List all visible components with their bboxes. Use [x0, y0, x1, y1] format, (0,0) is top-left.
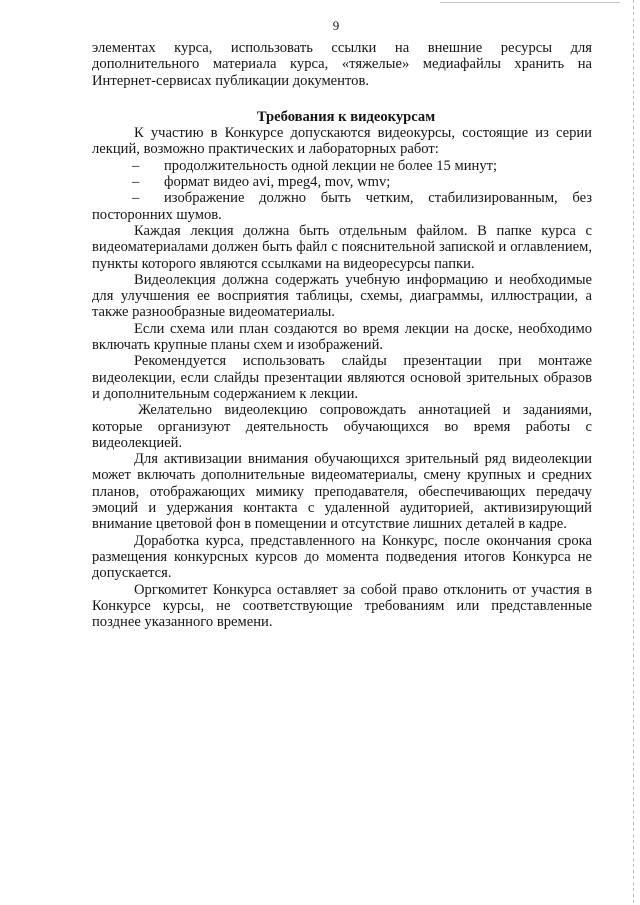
requirement-text: продолжительность одной лекции не более 15 минут; — [164, 157, 498, 174]
intro-paragraph: элементах курса, использовать ссылки на внешние ресурсы для дополнительного материала курса, «тяжелые» медиафайлы хранить на Интернет-сервисах публикации документов. — [92, 40, 592, 89]
scan-top-rule — [440, 2, 620, 3]
body-paragraph: Оргкомитет Конкурса оставляет за собой право отклонить от участия в Конкурсе курсы, не соответствующие требованиям или представленные позднее указанного времени. — [92, 581, 592, 631]
body-paragraph: Каждая лекция должна быть отдельным файлом. В папке курса с видеоматериалами должен быть файл с пояснительной запиской и оглавлением, пункты которого являются ссылками на видеоресурсы папки. — [92, 222, 592, 272]
body-paragraph: Если схема или план создаются во время лекции на доске, необходимо включать крупные планы схем и изображений. — [92, 320, 592, 354]
requirement-item — [92, 158, 592, 174]
body-paragraph: Доработка курса, представленного на Конкурс, после окончания срока размещения конкурсных курсов до момента подведения итогов Конкурса не допускается. — [92, 532, 592, 582]
section-heading: Требования к видеокурсам — [256, 108, 436, 125]
bullet-dash: – — [132, 174, 140, 191]
requirements-list — [92, 158, 592, 223]
body-paragraph: Желательно видеолекцию сопровождать аннотацией и заданиями, которые организуют деятельность обучающихся во время работы с видеолекцией. — [92, 402, 592, 451]
body-paragraph: Рекомендуется использовать слайды презентации при монтаже видеолекции, если слайды презентации являются основой зрительных образов и дополнительным содержанием к лекции. — [92, 353, 592, 402]
requirement-item — [92, 190, 592, 223]
document-body — [92, 40, 592, 630]
bullet-dash: – — [132, 190, 140, 207]
body-paragraph: Для активизации внимания обучающихся зрительный ряд видеолекции может включать дополнительные видеоматериалы, смену крупных и средних планов, отображающих мимику преподавателя, обеспечивающих передачу эмоций и удержания контакта с удаленной аудиторией, активизирующий внимание цветовой фон в помещении и отсутствие лишних деталей в кадре. — [92, 451, 592, 533]
requirement-text: изображение должно быть четким, стабилизированным, без посторонних шумов. — [92, 190, 592, 223]
requirements-intro: К участию в Конкурсе допускаются видеокурсы, состоящие из серии лекций, возможно практических и лабораторных работ: — [92, 125, 592, 158]
body-paragraph: Видеолекция должна содержать учебную информацию и необходимые для улучшения ее восприятия таблицы, схемы, диаграммы, иллюстрации, а также разнообразные видеоматериалы. — [92, 271, 592, 321]
page-number: 9 — [332, 18, 340, 33]
bullet-dash: – — [132, 157, 140, 174]
requirement-item — [92, 174, 592, 190]
requirement-text: формат видео avi, mpeg4, mov, wmv; — [164, 174, 391, 191]
scan-page-edge — [633, 0, 634, 905]
